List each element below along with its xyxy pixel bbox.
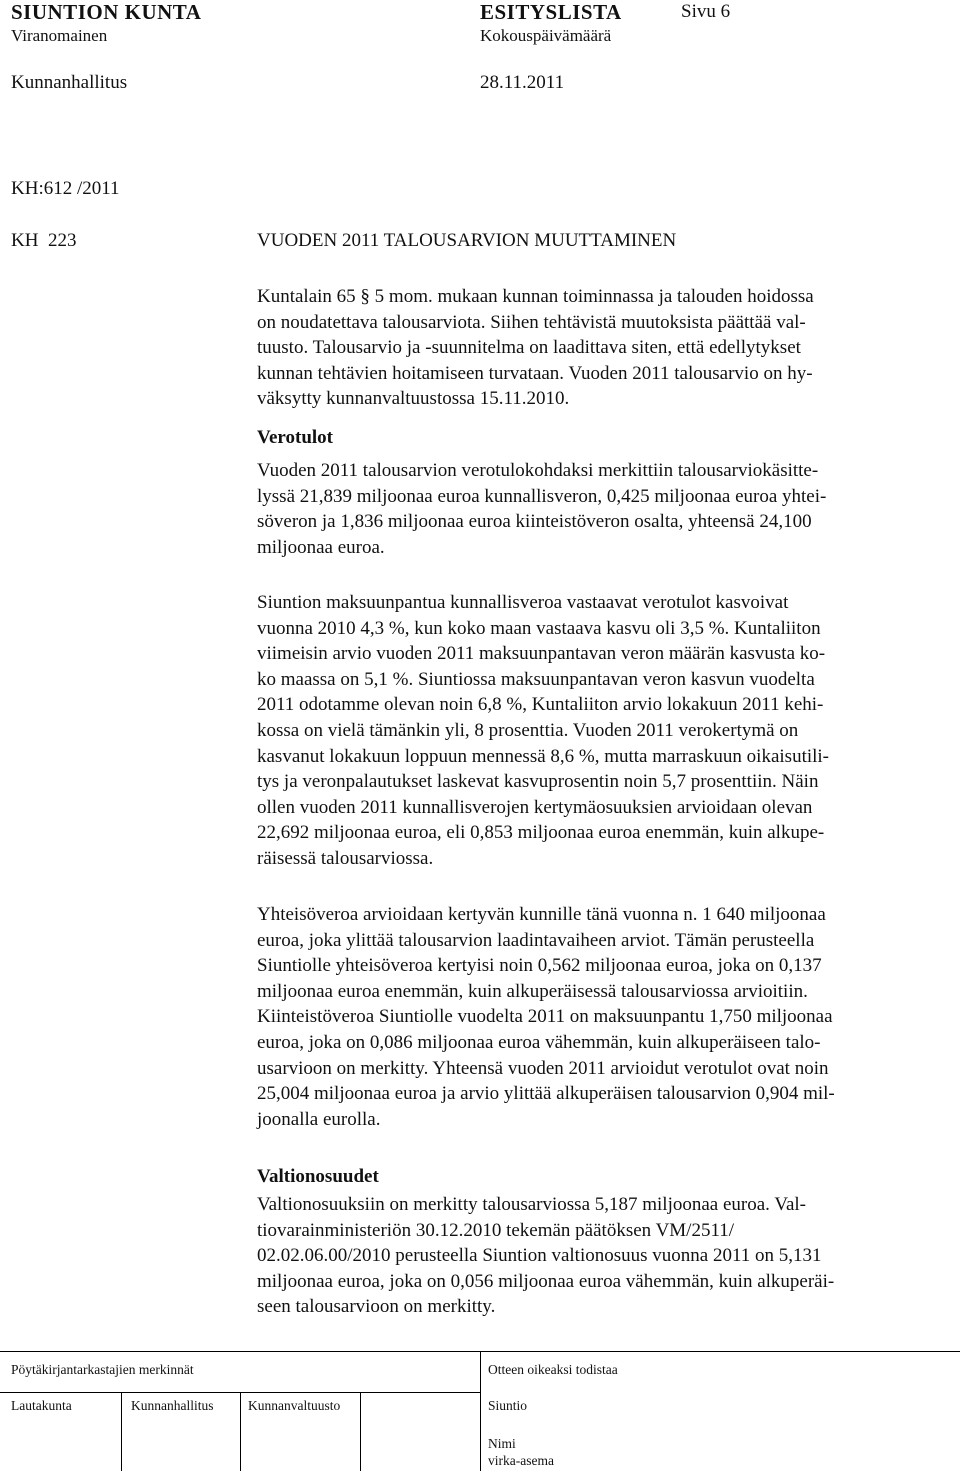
- text-line: räisessä talousarviossa.: [257, 847, 434, 869]
- text-line: euroa, joka ylittää talousarvion laadintavaiheen arviot. Tämän perusteella: [257, 929, 815, 951]
- text-line: miljoonaa euroa, joka on 0,056 miljoonaa euroa vähemmän, kuin alkuperäi-: [257, 1270, 835, 1292]
- intro-paragraph: [257, 284, 947, 412]
- footer-position-label: virka-asema: [488, 1453, 554, 1468]
- text-line: tuusto. Talousarvio ja -suunnitelma on laadittava siten, että edellytykset: [257, 337, 801, 359]
- text-line: 22,692 miljoonaa euroa, eli 0,853 miljoonaa euroa enemmän, kuin alkupe-: [257, 822, 825, 844]
- text-line: lyssä 21,839 miljoonaa euroa kunnallisveron, 0,425 miljoonaa euroa yhtei-: [257, 485, 827, 507]
- text-line: 2011 odotamme olevan noin 6,8 %, Kuntaliiton arvio lokakuun 2011 kehi-: [257, 694, 824, 716]
- footer-col-lautakunta: Lautakunta: [11, 1398, 72, 1413]
- text-line: usarvioon on merkitty. Yhteensä vuoden 2011 arvioidut verotulot ovat noin: [257, 1057, 829, 1079]
- text-line: ko maassa on 5,1 %. Siuntiossa maksuunpantavan veron kasvun vuodelta: [257, 668, 815, 690]
- footer-column-divider: [360, 1392, 361, 1471]
- text-line: miljoonaa euroa enemmän, kuin alkuperäisessä talousarviossa arvioitiin.: [257, 980, 808, 1002]
- footer-place: Siuntio: [488, 1398, 528, 1413]
- verotulot-heading: Verotulot: [257, 427, 333, 448]
- text-line: ollen vuoden 2011 kunnallisverojen kertymäosuuksien arvioidaan olevan: [257, 796, 813, 818]
- text-line: Siuntion maksuunpantua kunnallisveroa vastaavat verotulot kasvoivat: [257, 592, 789, 613]
- org-name: SIUNTION KUNTA: [11, 0, 202, 24]
- verotulot-paragraph-3: [257, 902, 947, 1132]
- meeting-date: 28.11.2011: [480, 72, 565, 93]
- text-line: 02.02.06.00/2010 perusteella Siuntion valtionosuus vuonna 2011 on 5,131: [257, 1245, 822, 1267]
- footer-center-divider: [480, 1351, 481, 1471]
- footer-column-divider: [240, 1392, 241, 1471]
- doc-type: ESITYSLISTA: [480, 0, 622, 24]
- text-line: söveron ja 1,836 miljoonaa euroa kiinteistöveron osalta, yhteensä 24,100: [257, 511, 812, 533]
- verotulot-paragraph-2: [257, 590, 947, 872]
- text-line: tiovarainministeriön 30.12.2010 tekemän päätöksen VM/2511/: [257, 1219, 735, 1241]
- text-line: tys ja veronpalautukset laskevat kasvuprosentin noin 5,7 prosenttiin. Näin: [257, 771, 819, 793]
- text-line: kunnan tehtävien hoitamiseen turvataan. Vuoden 2011 talousarvio on hy-: [257, 362, 813, 384]
- text-line: on noudatettava talousarviota. Siihen tehtävistä muutoksista päättää val-: [257, 311, 806, 333]
- footer-col-kunnanhallitus: Kunnanhallitus: [131, 1398, 214, 1413]
- text-line: väksytty kunnanvaltuustossa 15.11.2010.: [257, 388, 570, 410]
- footer-col-kunnanvaltuusto: Kunnanvaltuusto: [248, 1398, 341, 1413]
- text-line: joonalla eurolla.: [257, 1108, 381, 1130]
- text-line: seen talousarvioon on merkitty.: [257, 1296, 496, 1318]
- footer-name-label: Nimi: [488, 1436, 516, 1451]
- minutes-checkers-label: Pöytäkirjantarkastajien merkinnät: [11, 1362, 194, 1377]
- text-line: kasvanut lokakuun loppuun mennessä 8,6 %, mutta marraskuun oikaisutili-: [257, 745, 830, 767]
- meeting-date-label: Kokouspäivämäärä: [480, 26, 612, 45]
- text-line: miljoonaa euroa.: [257, 536, 385, 558]
- text-line: Kiinteistöveroa Siuntiolle vuodelta 2011 on maksuunpantu 1,750 miljoonaa: [257, 1006, 833, 1028]
- text-line: vuonna 2010 4,3 %, kun koko maan vastaava kasvu oli 3,5 %. Kuntaliiton: [257, 617, 821, 639]
- authority-label: Viranomainen: [11, 26, 108, 45]
- valtionosuudet-paragraph: [257, 1192, 947, 1320]
- case-title: VUODEN 2011 TALOUSARVION MUUTTAMINEN: [257, 230, 677, 251]
- verotulot-paragraph-1: [257, 458, 947, 560]
- text-line: Yhteisöveroa arvioidaan kertyvän kunnille tänä vuonna n. 1 640 miljoonaa: [257, 904, 826, 925]
- text-line: Valtionosuuksiin on merkitty talousarviossa 5,187 miljoonaa euroa. Val-: [257, 1194, 806, 1215]
- text-line: viimeisin arvio vuoden 2011 maksuunpantavan veron määrän kasvusta ko-: [257, 643, 826, 665]
- text-line: euroa, joka on 0,086 miljoonaa euroa vähemmän, kuin alkuperäiseen talo-: [257, 1031, 821, 1053]
- valtionosuudet-heading: Valtionosuudet: [257, 1166, 379, 1187]
- page-number: Sivu 6: [681, 1, 731, 22]
- section-number: KH 223: [11, 230, 77, 251]
- text-line: 25,004 miljoonaa euroa ja arvio ylittää alkuperäisen talousarvion 0,904 mil-: [257, 1083, 835, 1105]
- authority: Kunnanhallitus: [11, 72, 128, 93]
- footer-column-divider: [121, 1392, 122, 1471]
- text-line: kossa on vielä tämänkin yli, 8 prosenttia. Vuoden 2011 verokertymä on: [257, 719, 799, 741]
- text-line: Vuoden 2011 talousarvion verotulokohdaksi merkittiin talousarviokäsitte-: [257, 460, 819, 481]
- text-line: Kuntalain 65 § 5 mom. mukaan kunnan toiminnassa ja talouden hoidossa: [257, 286, 814, 307]
- text-line: Siuntiolle yhteisöveroa kertyisi noin 0,562 miljoonaa euroa, joka on 0,137: [257, 955, 822, 977]
- case-reference: KH:612 /2011: [11, 178, 120, 199]
- certified-copy-label: Otteen oikeaksi todistaa: [488, 1362, 618, 1377]
